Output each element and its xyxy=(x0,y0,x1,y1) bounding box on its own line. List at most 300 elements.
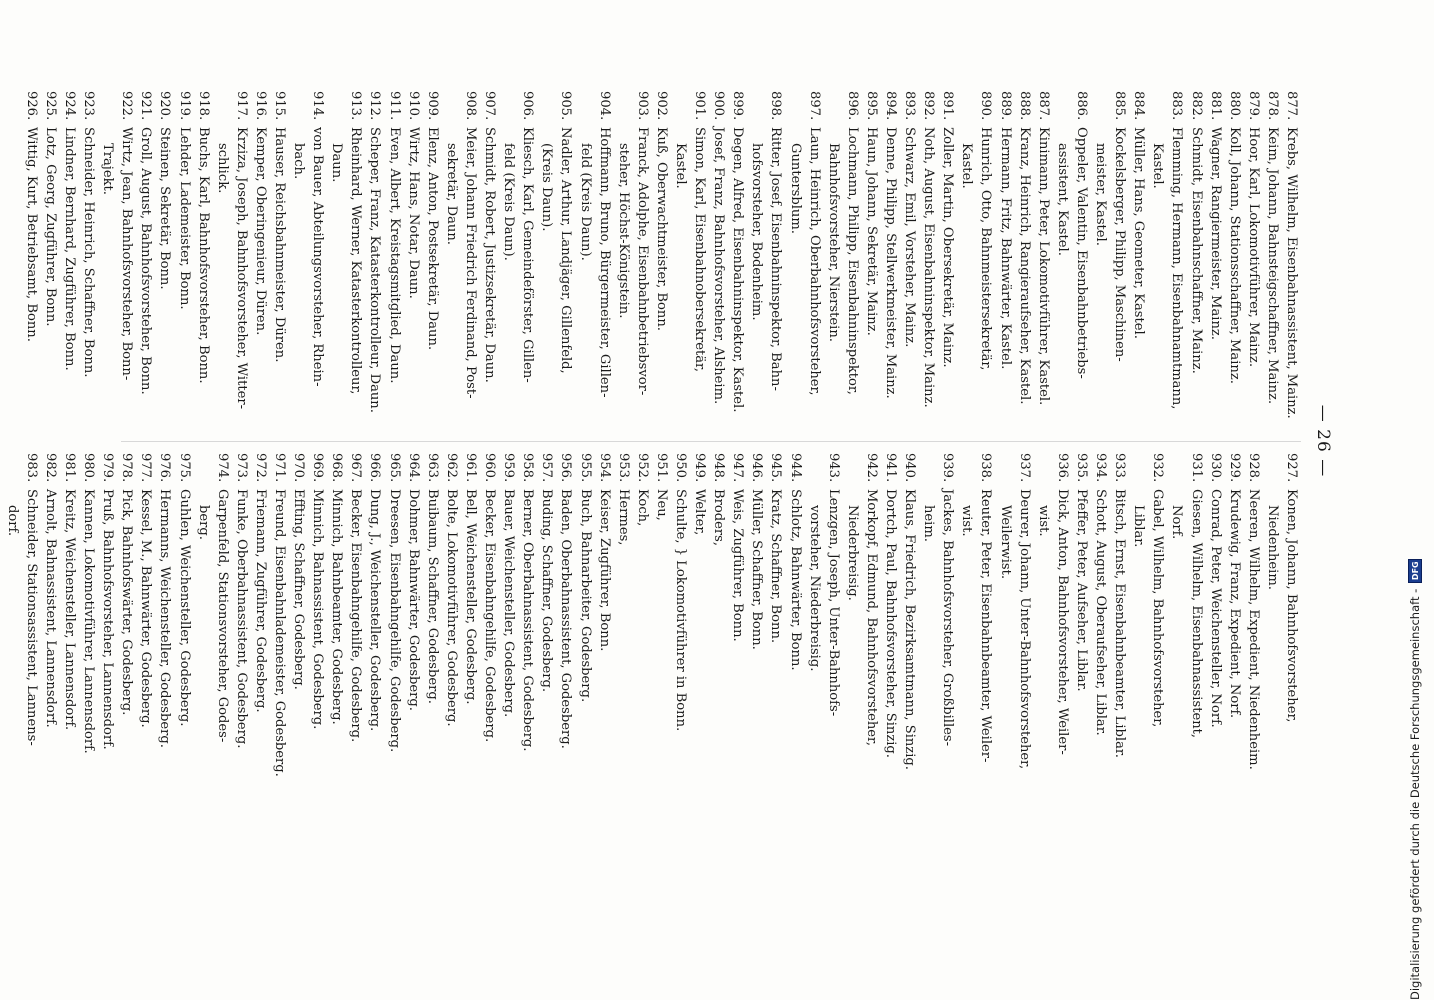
list-entry xyxy=(919,453,957,793)
entry-number: 902. xyxy=(653,91,669,121)
list-entry xyxy=(365,91,384,431)
entry-text: Rheinhard, Werner, Katasterkontrolleur, xyxy=(348,127,364,395)
entry-number: 961. xyxy=(462,453,478,483)
entry-text: Hermanns, Weichensteller, Godesberg. xyxy=(157,489,173,748)
entry-number: 883. xyxy=(1169,91,1185,121)
entry-number: 910. xyxy=(405,91,421,121)
entry-number: 920. xyxy=(157,91,173,121)
list-entry xyxy=(900,453,919,793)
entry-text: Dung, J., Weichensteller, Godesberg. xyxy=(367,489,383,732)
entry-continuation: berg. xyxy=(195,505,211,540)
entry-number: 962. xyxy=(443,453,459,483)
list-entry xyxy=(575,91,613,431)
entry-number: 928. xyxy=(1245,453,1261,483)
list-entry xyxy=(728,91,747,431)
entry-number: 878. xyxy=(1264,91,1280,121)
list-entry xyxy=(595,453,614,793)
entry-text: Schulte, } Lokomotivführer in Bonn. xyxy=(673,489,688,732)
entry-number: 970. xyxy=(291,453,307,483)
entry-text: Lotz, Georg, Zugführer, Bonn. xyxy=(42,127,58,327)
entry-number: 909. xyxy=(424,91,440,121)
entry-number: 877. xyxy=(1284,91,1299,121)
list-entry xyxy=(194,453,232,793)
entry-number: 982. xyxy=(42,453,58,483)
entry-continuation: Weilerwist. xyxy=(997,505,1013,580)
entry-number: 968. xyxy=(329,453,345,483)
entry-text: Zoller, Martin, Obersekretär, Mainz. xyxy=(940,127,956,368)
list-entry xyxy=(270,453,289,793)
list-entry xyxy=(556,453,575,793)
entry-text: Krudewig, Franz, Expedient, Norf. xyxy=(1226,489,1242,719)
entry-number: 922. xyxy=(119,91,135,121)
entry-text: Hermann, Fritz, Bahnwärter, Kastel. xyxy=(997,127,1013,370)
list-entry xyxy=(60,453,79,793)
entry-number: 901. xyxy=(692,91,708,121)
list-entry xyxy=(747,91,785,431)
entry-text: Simon, Karl, Eisenbahnobersekretär, xyxy=(692,127,708,373)
list-entry xyxy=(461,453,480,793)
entry-number: 894. xyxy=(883,91,899,121)
entry-continuation: Kastel. xyxy=(673,143,688,189)
list-entry xyxy=(155,453,174,793)
entry-number: 944. xyxy=(787,453,803,483)
entry-number: 956. xyxy=(558,453,574,483)
entry-number: 904. xyxy=(596,91,612,121)
entry-text: Kratz, Schaffner, Bonn. xyxy=(768,489,784,644)
list-entry xyxy=(3,453,41,793)
right-column xyxy=(3,453,1301,793)
entry-text: Schott, August, Oberaufseher, Liblar. xyxy=(1093,489,1109,736)
list-entry xyxy=(996,453,1034,793)
entry-number: 898. xyxy=(768,91,784,121)
entry-continuation: Guntersblum. xyxy=(787,143,803,234)
entry-number: 976. xyxy=(157,453,173,483)
entry-number: 923. xyxy=(81,91,97,121)
entry-text: Broders, xyxy=(711,489,727,547)
entry-number: 880. xyxy=(1226,91,1242,121)
entry-number: 947. xyxy=(730,453,746,483)
entry-number: 897. xyxy=(806,91,822,121)
entry-number: 888. xyxy=(1016,91,1032,121)
entry-continuation: Daun. xyxy=(329,143,345,183)
list-entry xyxy=(690,453,709,793)
entry-text: Hunrich, Otto, Bahnmeistersekretär, xyxy=(978,127,994,371)
entry-number: 974. xyxy=(214,453,230,483)
list-entry xyxy=(1282,91,1301,431)
entry-number: 918. xyxy=(195,91,211,121)
list-entry xyxy=(824,91,862,431)
entry-text: Arnolt, Bahnassistent, Lannensdorf. xyxy=(42,489,58,728)
entry-text: Steinen, Sekretär, Bonn. xyxy=(157,127,173,290)
entry-text: Lochmann, Philipp, Eisenbahninspektor, xyxy=(844,127,860,395)
entry-number: 895. xyxy=(863,91,879,121)
entry-number: 937. xyxy=(1016,453,1032,483)
list-entry xyxy=(423,91,442,431)
entry-number: 905. xyxy=(558,91,574,121)
entry-number: 900. xyxy=(711,91,727,121)
entry-continuation: bach. xyxy=(291,143,307,180)
entry-continuation: steher, Höchst-Königstein. xyxy=(615,143,631,319)
entry-text: Degen, Alfred, Eisenbahninspektor, Kastel. xyxy=(730,127,746,413)
entry-text: Kreitz, Weichensteller, Lannensdorf. xyxy=(62,489,77,731)
entry-text: Garpenfeld, Stationsvorsteher, Godes- xyxy=(214,489,230,743)
entry-text: Ritter, Josef, Eisenbahninspektor, Bahn- xyxy=(768,127,784,391)
list-entry xyxy=(404,91,423,431)
entry-number: 939. xyxy=(940,453,956,483)
entry-number: 914. xyxy=(310,91,326,121)
entry-continuation: heim. xyxy=(921,505,937,542)
entry-text: Flemming, Hermann, Eisenbahnamtmann, xyxy=(1169,127,1185,410)
list-entry xyxy=(98,453,117,793)
entry-text: Buch, Bahnarbeiter, Godesberg. xyxy=(577,489,593,703)
entry-text: Neu, xyxy=(653,489,669,521)
list-entry xyxy=(938,91,957,431)
list-entry xyxy=(22,91,41,431)
entry-number: 979. xyxy=(100,453,116,483)
list-entry xyxy=(671,453,690,793)
entry-text: Elenz, Anton, Postsekretär, Daun. xyxy=(424,127,440,351)
list-entry xyxy=(537,91,575,431)
entry-text: Keim, Johann, Bahnsteigschaffner, Mainz. xyxy=(1264,127,1280,405)
entry-text: Kinimann, Peter, Lokomotivführer, Kastel. xyxy=(1035,127,1051,406)
list-entry xyxy=(652,453,671,793)
column-divider xyxy=(121,441,1301,442)
entry-text: Schneider, Heinrich, Schaffner, Bonn. xyxy=(81,127,97,378)
entry-text: Laun, Heinrich, Oberbahnhofsvorsteher, xyxy=(806,127,822,396)
entry-number: 951. xyxy=(653,453,669,483)
list-entry xyxy=(270,91,289,431)
list-entry xyxy=(79,453,98,793)
entry-text: Jackes, Bahnhofsvorsteher, Großbilles- xyxy=(940,489,956,747)
entry-number: 903. xyxy=(634,91,650,121)
entry-text: Haun, Johann, Sekretär, Mainz. xyxy=(863,127,879,336)
list-entry xyxy=(1091,453,1110,793)
entry-text: Bell, Weichensteller, Godesberg. xyxy=(462,489,478,705)
entry-continuation: sekretär, Daun. xyxy=(443,143,459,245)
rotated-page xyxy=(4,91,1341,791)
list-entry xyxy=(327,91,365,431)
list-entry xyxy=(1263,91,1282,431)
entry-number: 953. xyxy=(615,453,631,483)
entry-text: Pfeffer, Peter, Aufseher, Liblar. xyxy=(1073,489,1089,692)
entry-text: Giesen, Wilhelm, Eisenbahnassistent, xyxy=(1188,489,1204,739)
entry-number: 964. xyxy=(405,453,421,483)
entry-text: Minnich, Bahnassistent, Godesberg. xyxy=(310,489,326,730)
entry-number: 908. xyxy=(462,91,478,121)
entry-text: Neeren, Wilhelm, Expedient, Niedenheim. xyxy=(1245,489,1261,770)
entry-number: 887. xyxy=(1035,91,1051,121)
list-entry xyxy=(881,91,900,431)
list-entry xyxy=(766,453,785,793)
list-entry xyxy=(327,453,346,793)
entry-number: 980. xyxy=(81,453,97,483)
list-entry xyxy=(194,91,213,431)
left-column xyxy=(22,91,1301,431)
entry-text: Funke, Oberbahnassistent, Godesberg. xyxy=(233,489,249,749)
list-entry xyxy=(155,91,174,431)
entry-text: Denne, Philipp, Stellwerkmeister, Mainz. xyxy=(883,127,899,399)
entry-text: Groll, August, Bahnhofsvorsteher, Bonn. xyxy=(138,127,154,395)
entry-text: Wirtz, Hans, Notar, Daun. xyxy=(405,127,421,299)
entry-continuation: Bahnhofsvorsteher, Nierstein. xyxy=(825,143,841,342)
list-entry xyxy=(518,453,537,793)
entry-text: Franck, Adolphe, Eisenbahnbetriebsvor- xyxy=(634,127,650,396)
digitization-credit xyxy=(1402,10,1428,1000)
list-entry xyxy=(1034,453,1072,793)
list-entry xyxy=(957,91,995,431)
entry-text: Berner, Oberbahnassistent, Godesberg. xyxy=(520,489,536,752)
entry-text: Josef, Franz, Bahnhofsvorsteher, Alsheim. xyxy=(711,127,727,405)
entry-text: Dohmer, Bahnwärter, Godesberg. xyxy=(405,489,421,711)
entry-number: 927. xyxy=(1284,453,1299,483)
entry-text: Bolte, Lokomotivführer, Godesberg. xyxy=(443,489,459,727)
entry-continuation: hofsvorsteher, Bodenheim. xyxy=(749,143,765,321)
entry-text: Müller, Hans, Geometer, Kastel. xyxy=(1131,127,1147,339)
entry-continuation: (Kreis Daun). xyxy=(539,143,555,232)
list-entry xyxy=(709,91,728,431)
list-entry xyxy=(1167,453,1205,793)
entry-text: Reuter, Peter, Eisenbahnbeamter, Weiler- xyxy=(978,489,994,763)
entry-number: 926. xyxy=(23,91,39,121)
entry-text: Nadler, Arthur, Landjäger, Gillenfeld, xyxy=(558,127,574,374)
entry-number: 925. xyxy=(42,91,58,121)
entry-text: Friemann, Zugführer, Godesberg. xyxy=(252,489,268,713)
list-entry xyxy=(996,91,1015,431)
list-entry xyxy=(79,91,98,431)
entry-number: 955. xyxy=(577,453,593,483)
entry-number: 879. xyxy=(1245,91,1261,121)
entry-continuation: wist. xyxy=(1035,505,1051,537)
entry-number: 890. xyxy=(978,91,994,121)
entry-text: Becker, Eisenbahngehilfe, Godesberg. xyxy=(482,489,498,743)
entry-number: 938. xyxy=(978,453,994,483)
entry-number: 921. xyxy=(138,91,154,121)
entry-continuation: Kastel. xyxy=(1150,143,1166,189)
list-entry xyxy=(289,91,327,431)
list-entry xyxy=(289,453,308,793)
entry-number: 931. xyxy=(1188,453,1204,483)
entry-number: 957. xyxy=(539,453,555,483)
list-entry xyxy=(1129,91,1148,431)
entry-number: 892. xyxy=(921,91,937,121)
list-entry xyxy=(537,453,556,793)
entry-text: Even, Albert, Kreistagsmitglied, Daun. xyxy=(386,127,402,384)
entry-text: Krziza, Joseph, Bahnhofsvorsteher, Witter- xyxy=(233,127,249,410)
entry-text: Pruß, Bahnhofsvorsteher, Lannensdorf. xyxy=(100,489,116,750)
entry-number: 919. xyxy=(176,91,192,121)
entry-continuation: Kastel. xyxy=(959,143,975,189)
entry-text: Weis, Zugführer, Bonn. xyxy=(730,489,746,642)
credit-text: Digitalisierung gefördert durch die Deutsche Forschungsgemeinschaft - xyxy=(1408,588,1422,1000)
entry-text: Lehder, Lademeister, Bonn. xyxy=(176,127,192,310)
list-entry xyxy=(1110,453,1129,793)
entry-text: Konen, Johann, Bahnhofsvorsteher, xyxy=(1284,489,1299,723)
list-entry xyxy=(423,453,442,793)
entry-number: 896. xyxy=(844,91,860,121)
entry-text: Wagner, Rangiermeister, Mainz. xyxy=(1207,127,1223,340)
entry-number: 899. xyxy=(730,91,746,121)
entry-number: 933. xyxy=(1112,453,1128,483)
list-entry xyxy=(1186,91,1205,431)
entry-continuation: schlick. xyxy=(214,143,230,194)
list-entry xyxy=(499,453,518,793)
entry-text: Keiser, Zugführer, Bonn. xyxy=(596,489,612,652)
entry-text: Schmidt, Eisenbahnschaffner, Mainz. xyxy=(1188,127,1204,374)
list-entry xyxy=(614,91,652,431)
entry-number: 884. xyxy=(1131,91,1147,121)
entry-text: Schmidt, Robert, Justizsekretär, Daun. xyxy=(482,127,498,383)
entry-number: 971. xyxy=(272,453,288,483)
entry-text: Meier, Johann Friedrich Ferdinand, Post- xyxy=(462,127,478,399)
list-entry xyxy=(1072,453,1091,793)
list-entry xyxy=(1206,453,1225,793)
entry-text: Scheper, Franz, Katasterkontrolleur, Daun. xyxy=(367,127,383,413)
entry-text: Dortch, Paul, Bahnhofsvorsteher, Sinzig. xyxy=(883,489,899,758)
entry-text: Lindner, Bernhard, Zugführer, Bonn. xyxy=(62,127,77,371)
entry-text: Dick, Anton, Bahnhofsvorsteher, Weiler- xyxy=(1054,489,1070,755)
list-entry xyxy=(1244,91,1263,431)
entry-number: 983. xyxy=(23,453,39,483)
entry-number: 969. xyxy=(310,453,326,483)
list-entry xyxy=(98,91,136,431)
list-entry xyxy=(251,453,270,793)
list-entry xyxy=(480,91,499,431)
entry-number: 973. xyxy=(233,453,249,483)
entry-continuation: meister, Kastel. xyxy=(1093,143,1109,246)
entry-number: 882. xyxy=(1188,91,1204,121)
list-entry xyxy=(900,91,919,431)
list-entry xyxy=(633,453,652,793)
entry-text: Morkopf, Edmund, Bahnhofsvorsteher, xyxy=(863,489,879,746)
list-entry xyxy=(41,453,60,793)
entry-number: 946. xyxy=(749,453,765,483)
entry-text: Hauser, Reichsbahnmeister, Düren. xyxy=(272,127,288,363)
entry-number: 912. xyxy=(367,91,383,121)
entry-number: 936. xyxy=(1054,453,1070,483)
entry-text: Conrad, Peter, Weichensteller, Norf. xyxy=(1207,489,1223,728)
list-entry xyxy=(136,453,155,793)
list-entry xyxy=(709,453,728,793)
list-entry xyxy=(404,453,423,793)
list-entry xyxy=(232,453,251,793)
entry-number: 917. xyxy=(233,91,249,121)
list-entry xyxy=(728,453,747,793)
list-entry xyxy=(136,91,155,431)
entry-text: Kockelsberger, Philipp, Maschinen- xyxy=(1112,127,1128,362)
entry-number: 940. xyxy=(902,453,918,483)
entry-number: 942. xyxy=(863,453,879,483)
entry-number: 975. xyxy=(176,453,192,483)
entry-continuation: Niederbreisig. xyxy=(844,505,860,601)
entry-text: Kessel, M., Bahnwärter, Godesberg. xyxy=(138,489,154,728)
list-entry xyxy=(251,91,270,431)
list-entry xyxy=(1148,91,1186,431)
entry-text: Lenzgen, Joseph, Unter-Bahnhofs- xyxy=(825,489,841,717)
list-entry xyxy=(480,453,499,793)
page-number: — 26 — xyxy=(1313,404,1333,478)
list-entry xyxy=(1129,453,1167,793)
entry-text: Oppeler, Valentin, Eisenbahnbetriebs- xyxy=(1073,127,1089,379)
entry-number: 924. xyxy=(62,91,77,121)
entry-number: 959. xyxy=(501,453,517,483)
list-entry xyxy=(213,91,251,431)
list-entry xyxy=(862,91,881,431)
list-entry xyxy=(499,91,537,431)
entry-number: 960. xyxy=(482,453,498,483)
entry-continuation: dorf. xyxy=(4,505,20,537)
entry-text: Buchs, Karl, Bahnhofsvorsteher, Bonn. xyxy=(195,127,211,384)
list-entry xyxy=(957,453,995,793)
list-entry xyxy=(1263,453,1301,793)
entry-text: Deurer, Johann, Unter-Bahnhofsvorsteher, xyxy=(1016,489,1032,770)
entry-text: Wirtz, Jean, Bahnhofsvorsteher, Bonn- xyxy=(119,127,135,381)
entry-text: Kranz, Heinrich, Rangieraufseher, Kastel. xyxy=(1016,127,1032,405)
entry-number: 913. xyxy=(348,91,364,121)
list-entry xyxy=(881,453,900,793)
list-entry xyxy=(41,91,60,431)
entry-continuation: Norf. xyxy=(1169,505,1185,540)
list-entry xyxy=(805,453,843,793)
entry-text: von Bauer, Abteilungsvorsteher, Rhein- xyxy=(310,127,326,387)
entry-number: 958. xyxy=(520,453,536,483)
entry-number: 935. xyxy=(1073,453,1089,483)
entry-text: Kemper, Oberingenieur, Düren. xyxy=(252,127,268,336)
list-entry xyxy=(60,91,79,431)
entry-text: Minnich, Bahnbeamter, Godesberg. xyxy=(329,489,345,725)
entry-text: Koll, Johann, Stationsschaffner, Mainz. xyxy=(1226,127,1242,384)
list-entry xyxy=(365,453,384,793)
entry-continuation: Trajekt. xyxy=(100,143,116,195)
entry-text: Guhlen, Weichensteller, Godesberg. xyxy=(176,489,192,727)
list-entry xyxy=(308,453,327,793)
entry-continuation: vorsteher, Niederbreisig. xyxy=(806,505,822,672)
list-entry xyxy=(614,453,633,793)
entry-number: 967. xyxy=(348,453,364,483)
entry-number: 954. xyxy=(596,453,612,483)
entry-text: Klaus, Friedrich, Bezirksamtmann, Sinzig. xyxy=(902,489,918,770)
entry-text: Müller, Schaffner, Bonn. xyxy=(749,489,765,650)
entry-text: Koch, xyxy=(634,489,650,527)
entry-continuation: Liblar. xyxy=(1131,505,1147,548)
list-entry xyxy=(385,91,404,431)
entry-number: 965. xyxy=(386,453,402,483)
entry-continuation: feld (Kreis Daun). xyxy=(501,143,517,261)
entry-number: 972. xyxy=(252,453,268,483)
list-entry xyxy=(785,453,804,793)
list-entry xyxy=(1225,453,1244,793)
entry-text: Bitsch, Ernst, Eisenbahnbeamter, Liblar. xyxy=(1112,489,1128,758)
entry-number: 941. xyxy=(883,453,899,483)
entry-text: Hoffmann, Bruno, Bürgermeister, Gillen- xyxy=(596,127,612,398)
entry-number: 981. xyxy=(62,453,77,483)
entry-number: 915. xyxy=(272,91,288,121)
entry-text: Becker, Eisenbahngehilfe, Godesberg. xyxy=(348,489,364,743)
list-entry xyxy=(747,453,766,793)
entry-number: 881. xyxy=(1207,91,1223,121)
entry-number: 943. xyxy=(825,453,841,483)
list-entry xyxy=(1206,91,1225,431)
entry-text: Baden, Oberbahnassistent, Godesberg. xyxy=(558,489,574,749)
entry-text: Buibaum, Schaffner, Godesberg. xyxy=(424,489,440,704)
list-entry xyxy=(843,453,881,793)
entry-text: Noth, August, Eisenbahninspektor, Mainz. xyxy=(921,127,937,408)
list-entry xyxy=(174,91,193,431)
entry-text: Pick, Bahnhofswärter, Godesberg. xyxy=(119,489,135,716)
entry-continuation: Niedenheim. xyxy=(1264,505,1280,590)
list-entry xyxy=(919,91,938,431)
entry-text: Schneider, Stationsassistent, Lannens- xyxy=(23,489,39,746)
list-entry xyxy=(1244,453,1263,793)
